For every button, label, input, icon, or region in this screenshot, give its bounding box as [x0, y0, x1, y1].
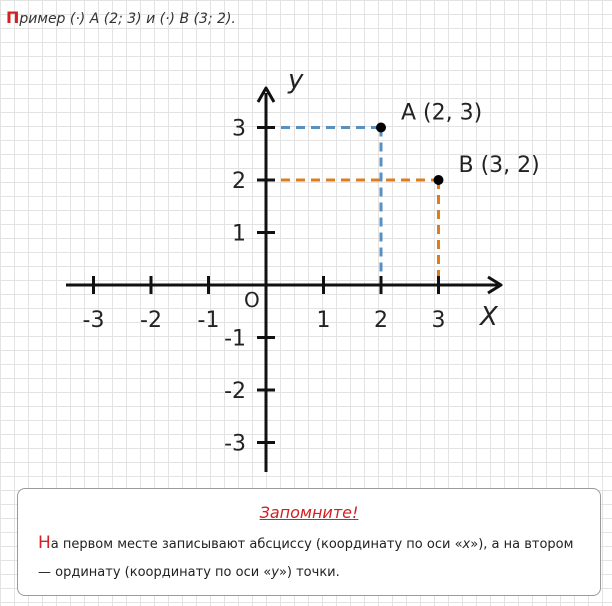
remember-title: Запомните!	[259, 503, 359, 522]
x-tick-label: 2	[374, 308, 388, 333]
y-tick-label: -2	[224, 379, 246, 404]
header-first-letter: П	[6, 8, 20, 27]
point-marker	[376, 123, 386, 133]
remember-text	[38, 529, 588, 587]
x-tick-label: -2	[140, 308, 162, 333]
x-tick-label: -3	[82, 308, 105, 333]
y-axis	[258, 88, 274, 472]
point-label: A (2, 3)	[401, 100, 483, 126]
remember-box	[17, 488, 601, 596]
x-axis-label: X	[480, 302, 498, 332]
x-tick-label: 1	[316, 308, 331, 333]
guide-lines	[266, 128, 439, 286]
remember-text-part-2: »), а на втором — ординату (координату по оси «	[38, 537, 574, 580]
header-text: ример (·) А (2; 3) и (·) В (3; 2).	[19, 11, 236, 27]
x-tick-label: -1	[197, 308, 220, 333]
y-tick-label: 1	[232, 221, 246, 247]
points	[376, 101, 540, 186]
point-label: B (3, 2)	[458, 153, 540, 178]
y-tick-label: 3	[232, 116, 246, 142]
point-marker	[434, 175, 444, 185]
remember-text-part-1: а первом месте записывают абсциссу (координату по оси «	[50, 537, 463, 552]
y-tick-label: -3	[224, 431, 246, 457]
remember-y-axis-name: у	[271, 565, 279, 580]
remember-first-letter: Н	[38, 533, 51, 553]
y-tick-label: 2	[232, 169, 246, 194]
origin-label: O	[244, 288, 260, 312]
remember-x-axis-name: x	[462, 537, 471, 552]
y-axis-label: y	[288, 65, 304, 95]
remember-text-part-3: ») точки.	[278, 565, 340, 580]
x-axis	[66, 277, 501, 293]
y-tick-label: -1	[224, 326, 246, 352]
x-tick-label: 3	[431, 308, 446, 333]
